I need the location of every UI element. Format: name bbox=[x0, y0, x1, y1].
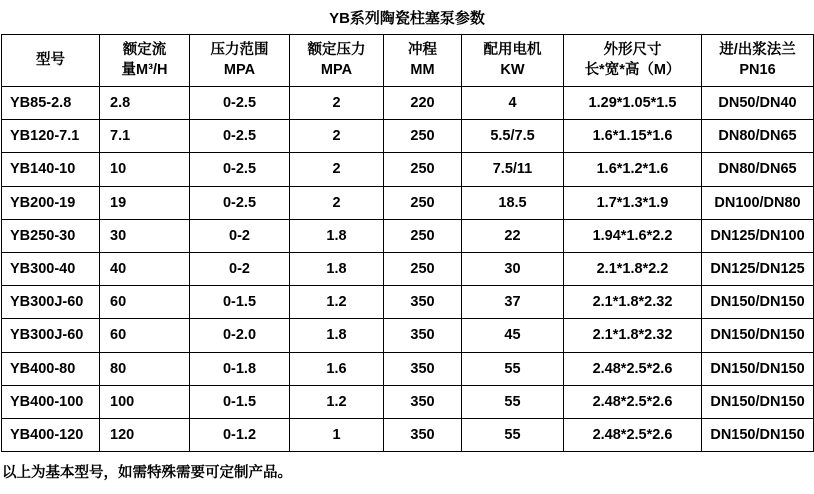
cell-rated-flow: 10 bbox=[100, 153, 190, 186]
cell-rated-pressure: 2 bbox=[290, 153, 384, 186]
cell-rated-pressure: 1.2 bbox=[290, 286, 384, 319]
table-row bbox=[2, 319, 814, 352]
cell-model: YB200-19 bbox=[2, 186, 100, 219]
column-header-stroke-line2: MM bbox=[410, 61, 435, 78]
cell-rated-flow: 7.1 bbox=[100, 120, 190, 153]
cell-flange: DN150/DN150 bbox=[702, 385, 814, 418]
cell-pressure-range: 0-1.5 bbox=[190, 385, 290, 418]
cell-pressure-range: 0-2 bbox=[190, 252, 290, 285]
cell-rated-pressure: 1.8 bbox=[290, 252, 384, 285]
column-header-stroke-line1: 冲程 bbox=[408, 41, 437, 58]
table-row bbox=[2, 186, 814, 219]
table-row bbox=[2, 153, 814, 186]
column-header-rated-flow-line1: 额定流 bbox=[122, 41, 167, 58]
cell-model: YB300-40 bbox=[2, 252, 100, 285]
cell-flange: DN150/DN150 bbox=[702, 286, 814, 319]
cell-pressure-range: 0-2.5 bbox=[190, 153, 290, 186]
cell-rated-flow: 40 bbox=[100, 252, 190, 285]
table-row bbox=[2, 385, 814, 418]
page-title-bar bbox=[0, 0, 814, 34]
cell-rated-flow: 60 bbox=[100, 286, 190, 319]
cell-motor: 30 bbox=[462, 252, 564, 285]
cell-dimensions: 2.48*2.5*2.6 bbox=[564, 385, 702, 418]
cell-model: YB120-7.1 bbox=[2, 120, 100, 153]
column-header-flange bbox=[702, 35, 814, 87]
cell-stroke: 350 bbox=[384, 418, 462, 451]
cell-pressure-range: 0-2.5 bbox=[190, 120, 290, 153]
table-row bbox=[2, 120, 814, 153]
cell-rated-pressure: 2 bbox=[290, 87, 384, 120]
cell-motor: 7.5/11 bbox=[462, 153, 564, 186]
cell-rated-pressure: 1.6 bbox=[290, 352, 384, 385]
pump-spec-table bbox=[1, 34, 814, 452]
column-header-pressure-range-line1: 压力范围 bbox=[210, 41, 269, 58]
table-header bbox=[2, 35, 814, 87]
cell-rated-pressure: 2 bbox=[290, 186, 384, 219]
cell-flange: DN150/DN150 bbox=[702, 418, 814, 451]
cell-dimensions: 2.1*1.8*2.32 bbox=[564, 286, 702, 319]
column-header-rated-pressure bbox=[290, 35, 384, 87]
cell-flange: DN50/DN40 bbox=[702, 87, 814, 120]
footnote-text: 以上为基本型号，如需特殊需要可定制产品。 bbox=[2, 465, 292, 482]
cell-motor: 5.5/7.5 bbox=[462, 120, 564, 153]
cell-model: YB140-10 bbox=[2, 153, 100, 186]
column-header-flange-line1: 进/出浆法兰 bbox=[719, 41, 796, 58]
cell-rated-pressure: 1.8 bbox=[290, 219, 384, 252]
cell-flange: DN125/DN125 bbox=[702, 252, 814, 285]
cell-dimensions: 1.94*1.6*2.2 bbox=[564, 219, 702, 252]
column-header-pressure-range bbox=[190, 35, 290, 87]
cell-flange: DN80/DN65 bbox=[702, 153, 814, 186]
cell-rated-pressure: 1 bbox=[290, 418, 384, 451]
cell-dimensions: 1.29*1.05*1.5 bbox=[564, 87, 702, 120]
cell-flange: DN150/DN150 bbox=[702, 319, 814, 352]
cell-rated-flow: 2.8 bbox=[100, 87, 190, 120]
cell-motor: 55 bbox=[462, 385, 564, 418]
cell-pressure-range: 0-1.2 bbox=[190, 418, 290, 451]
cell-motor: 22 bbox=[462, 219, 564, 252]
column-header-dimensions-line1: 外形尺寸 bbox=[603, 41, 662, 58]
cell-model: YB400-120 bbox=[2, 418, 100, 451]
cell-pressure-range: 0-2.5 bbox=[190, 186, 290, 219]
cell-rated-flow: 19 bbox=[100, 186, 190, 219]
cell-stroke: 220 bbox=[384, 87, 462, 120]
column-header-rated-flow bbox=[100, 35, 190, 87]
cell-model: YB300J-60 bbox=[2, 286, 100, 319]
cell-stroke: 250 bbox=[384, 120, 462, 153]
cell-stroke: 350 bbox=[384, 385, 462, 418]
cell-motor: 55 bbox=[462, 418, 564, 451]
cell-dimensions: 2.1*1.8*2.2 bbox=[564, 252, 702, 285]
column-header-dimensions bbox=[564, 35, 702, 87]
column-header-stroke bbox=[384, 35, 462, 87]
cell-flange: DN100/DN80 bbox=[702, 186, 814, 219]
cell-dimensions: 1.6*1.2*1.6 bbox=[564, 153, 702, 186]
cell-pressure-range: 0-1.8 bbox=[190, 352, 290, 385]
cell-stroke: 250 bbox=[384, 219, 462, 252]
cell-motor: 4 bbox=[462, 87, 564, 120]
cell-pressure-range: 0-2 bbox=[190, 219, 290, 252]
column-header-flange-line2: PN16 bbox=[739, 61, 776, 78]
table-body bbox=[2, 87, 814, 452]
cell-stroke: 250 bbox=[384, 153, 462, 186]
cell-pressure-range: 0-2.0 bbox=[190, 319, 290, 352]
cell-motor: 55 bbox=[462, 352, 564, 385]
column-header-rated-flow-line2: 量M³/H bbox=[121, 61, 168, 78]
table-row bbox=[2, 87, 814, 120]
cell-dimensions: 2.48*2.5*2.6 bbox=[564, 418, 702, 451]
column-header-rated-pressure-line2: MPA bbox=[320, 61, 353, 78]
cell-model: YB400-100 bbox=[2, 385, 100, 418]
table-row bbox=[2, 286, 814, 319]
column-header-dimensions-line2: 长*宽*高（M） bbox=[584, 61, 681, 78]
cell-rated-flow: 100 bbox=[100, 385, 190, 418]
cell-stroke: 350 bbox=[384, 352, 462, 385]
cell-model: YB85-2.8 bbox=[2, 87, 100, 120]
cell-motor: 18.5 bbox=[462, 186, 564, 219]
cell-stroke: 250 bbox=[384, 252, 462, 285]
cell-pressure-range: 0-1.5 bbox=[190, 286, 290, 319]
cell-model: YB250-30 bbox=[2, 219, 100, 252]
cell-dimensions: 2.1*1.8*2.32 bbox=[564, 319, 702, 352]
cell-rated-flow: 60 bbox=[100, 319, 190, 352]
page-title: YB系列陶瓷柱塞泵参数 bbox=[329, 9, 485, 27]
cell-flange: DN125/DN100 bbox=[702, 219, 814, 252]
cell-pressure-range: 0-2.5 bbox=[190, 87, 290, 120]
column-header-model-line1: 型号 bbox=[36, 51, 65, 68]
cell-rated-flow: 80 bbox=[100, 352, 190, 385]
column-header-motor-line1: 配用电机 bbox=[483, 41, 542, 58]
table-row bbox=[2, 219, 814, 252]
cell-rated-pressure: 1.8 bbox=[290, 319, 384, 352]
column-header-rated-pressure-line1: 额定压力 bbox=[307, 41, 366, 58]
cell-dimensions: 2.48*2.5*2.6 bbox=[564, 352, 702, 385]
cell-flange: DN150/DN150 bbox=[702, 352, 814, 385]
cell-rated-pressure: 2 bbox=[290, 120, 384, 153]
table-row bbox=[2, 418, 814, 451]
cell-motor: 45 bbox=[462, 319, 564, 352]
cell-model: YB400-80 bbox=[2, 352, 100, 385]
cell-rated-flow: 30 bbox=[100, 219, 190, 252]
column-header-pressure-range-line2: MPA bbox=[223, 61, 256, 78]
cell-rated-pressure: 1.2 bbox=[290, 385, 384, 418]
cell-dimensions: 1.7*1.3*1.9 bbox=[564, 186, 702, 219]
cell-stroke: 250 bbox=[384, 186, 462, 219]
cell-stroke: 350 bbox=[384, 286, 462, 319]
cell-rated-flow: 120 bbox=[100, 418, 190, 451]
cell-dimensions: 1.6*1.15*1.6 bbox=[564, 120, 702, 153]
cell-motor: 37 bbox=[462, 286, 564, 319]
column-header-motor bbox=[462, 35, 564, 87]
table-row bbox=[2, 252, 814, 285]
table-header-row bbox=[2, 35, 814, 87]
cell-flange: DN80/DN65 bbox=[702, 120, 814, 153]
column-header-model bbox=[2, 35, 100, 87]
cell-model: YB300J-60 bbox=[2, 319, 100, 352]
table-row bbox=[2, 352, 814, 385]
column-header-motor-line2: KW bbox=[500, 61, 525, 78]
cell-stroke: 350 bbox=[384, 319, 462, 352]
